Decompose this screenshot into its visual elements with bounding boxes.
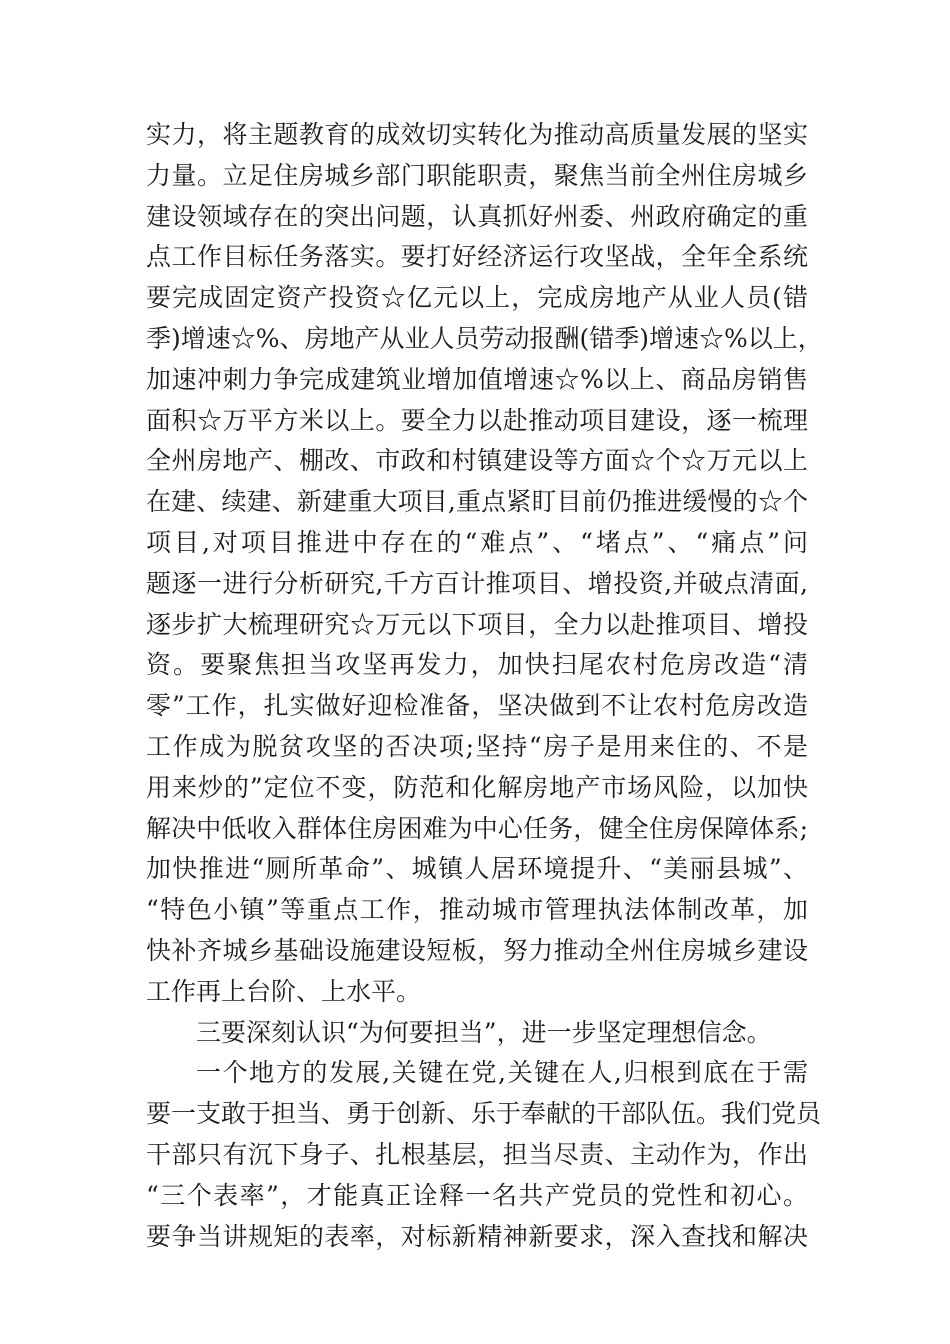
- text-line: 面积☆万平方米以上。要全力以赴推动项目建设，逐一梳理: [146, 405, 808, 435]
- text-line: 逐步扩大梳理研究☆万元以下项目，全力以赴推项目、增投: [146, 609, 808, 639]
- text-line: 解决中低收入群体住房困难为中心任务，健全住房保障体系;: [146, 813, 808, 843]
- text-line: 在建、续建、新建重大项目,重点紧盯目前仍推进缓慢的☆个: [146, 487, 808, 517]
- text-line: 全州房地产、棚改、市政和村镇建设等方面☆个☆万元以上: [146, 446, 808, 476]
- text-line: 项目,对项目推进中存在的“难点”、“堵点”、“痛点”问: [146, 527, 808, 557]
- text-line: 点工作目标任务落实。要打好经济运行攻坚战，全年全系统: [146, 242, 808, 272]
- text-line: 快补齐城乡基础设施建设短板，努力推动全州住房城乡建设: [146, 935, 808, 965]
- text-line: 干部只有沉下身子、扎根基层，担当尽责、主动作为，作出: [146, 1139, 808, 1169]
- text-line: 加速冲刺力争完成建筑业增加值增速☆%以上、商品房销售: [146, 364, 808, 394]
- text-line: 资。要聚焦担当攻坚再发力，加快扫尾农村危房改造“清: [146, 650, 808, 680]
- text-line: “特色小镇”等重点工作，推动城市管理执法体制改革，加: [146, 895, 808, 925]
- text-line: “三个表率”，才能真正诠释一名共产党员的党性和初心。: [146, 1180, 808, 1210]
- text-line: 建设领域存在的突出问题，认真抓好州委、州政府确定的重: [146, 201, 808, 231]
- text-line: 工作再上台阶、上水平。: [146, 976, 422, 1006]
- text-line: 要完成固定资产投资☆亿元以上，完成房地产从业人员(错: [146, 283, 808, 313]
- text-line: 季)增速☆%、房地产从业人员劳动报酬(错季)增速☆%以上，: [146, 323, 823, 353]
- text-line: 力量。立足住房城乡部门职能职责，聚焦当前全州住房城乡: [146, 160, 808, 190]
- section-heading: 三要深刻认识“为何要担当”，进一步坚定理想信念。: [196, 1017, 772, 1047]
- text-line: 用来炒的”定位不变，防范和化解房地产市场风险，以加快: [146, 772, 808, 802]
- text-line: 要一支敢于担当、勇于创新、乐于奉献的干部队伍。我们党员: [146, 1099, 822, 1129]
- document-body: [146, 115, 823, 1257]
- text-line: 加快推进“厕所革命”、城镇人居环境提升、“美丽县城”、: [146, 854, 808, 884]
- text-line: 工作成为脱贫攻坚的否决项;坚持“房子是用来住的、不是: [146, 731, 808, 761]
- text-line: 零”工作，扎实做好迎检准备，坚决做到不让农村危房改造: [146, 691, 808, 721]
- text-line: 题逐一进行分析研究,千方百计推项目、增投资,并破点清面,: [146, 568, 808, 598]
- text-line: 要争当讲规矩的表率，对标新精神新要求，深入查找和解决: [146, 1221, 808, 1251]
- text-line: 实力，将主题教育的成效切实转化为推动高质量发展的坚实: [146, 120, 808, 149]
- text-line: 一个地方的发展,关键在党,关键在人,归根到底在于需: [196, 1058, 808, 1088]
